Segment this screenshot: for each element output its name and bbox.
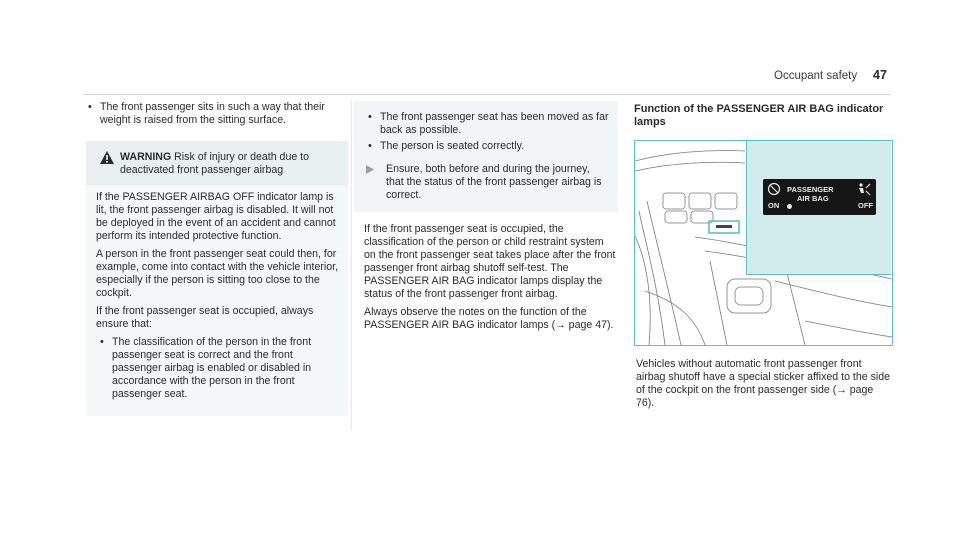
list-item: • The front passenger seat has been moved as far back as possible. <box>366 111 610 137</box>
list-item: • The front passenger sits in such a way that their weight is raised from the sitting surface. <box>86 101 348 127</box>
seat-occupant-icon <box>856 182 872 198</box>
instruction-box <box>354 101 618 212</box>
section-title: Occupant safety <box>774 70 858 82</box>
right-column <box>634 103 892 129</box>
step-text: Ensure, both before and during the journey, that the status of the front passenger airbag is correct. <box>386 163 602 201</box>
left-column <box>86 101 348 416</box>
warning-list-item: • The classification of the person in the front passenger seat is correct and the front passenger airbag is enabled or disabled in accordance with the person in the front passenger seat. <box>98 336 340 401</box>
page-number: 47 <box>873 68 887 82</box>
list-item: • The person is seated correctly. <box>366 140 610 153</box>
warning-body <box>86 185 348 416</box>
right-note <box>636 358 892 410</box>
off-label: OFF <box>858 201 873 210</box>
warning-paragraph: A person in the front passenger seat could then, for example, come into contact with the vehicle interior, especially if the person is sitting too close to the cockpit. <box>96 248 339 299</box>
warning-paragraph: If the front passenger seat is occupied, always ensure that: <box>96 305 314 330</box>
on-indicator-dot <box>787 204 792 209</box>
warning-head-text: Risk of injury or death due to deactivated front passenger airbag <box>120 151 310 176</box>
column-divider <box>351 100 352 430</box>
lamp-inset <box>746 141 891 275</box>
on-label: ON <box>768 201 780 210</box>
warning-label: WARNING <box>120 151 172 163</box>
airbag-off-symbol-icon <box>767 182 781 196</box>
middle-column <box>354 101 618 332</box>
warning-box <box>86 141 348 416</box>
step-arrow-icon <box>366 165 374 174</box>
passenger-airbag-lamp-panel <box>763 179 876 215</box>
warning-paragraph: If the PASSENGER AIRBAG OFF indicator lamp is lit, the front passenger airbag is disabled. It will not be deployed in the event of an accident and cannot perform its intended protective function. <box>96 191 336 242</box>
instruction-step <box>366 163 610 202</box>
lamp-label-top: PASSENGER <box>787 185 834 194</box>
body-paragraph: Vehicles without automatic front passenger front airbag shutoff have a special sticker affixed to the side of the cockpit on the front passenger side (→ page 76). <box>636 358 891 409</box>
indicator-lamp-figure <box>634 140 893 346</box>
body-paragraph: Always observe the notes on the function of the PASSENGER AIR BAG indicator lamps (→ page 47). <box>364 306 614 331</box>
figure-title: Function of the PASSENGER AIR BAG indicator lamps <box>634 103 884 128</box>
warning-header <box>86 141 348 185</box>
warning-icon <box>100 151 114 164</box>
lamp-label-bottom: AIR BAG <box>797 194 829 203</box>
body-paragraph: If the front passenger seat is occupied, the classification of the person or child restraint system on the front passenger seat takes place after the front passenger front airbag shutoff self-test. The PASSENGER AIR BAG indicator lamps display the status of the front passenger front airbag. <box>364 223 616 300</box>
header-rule <box>83 94 891 95</box>
